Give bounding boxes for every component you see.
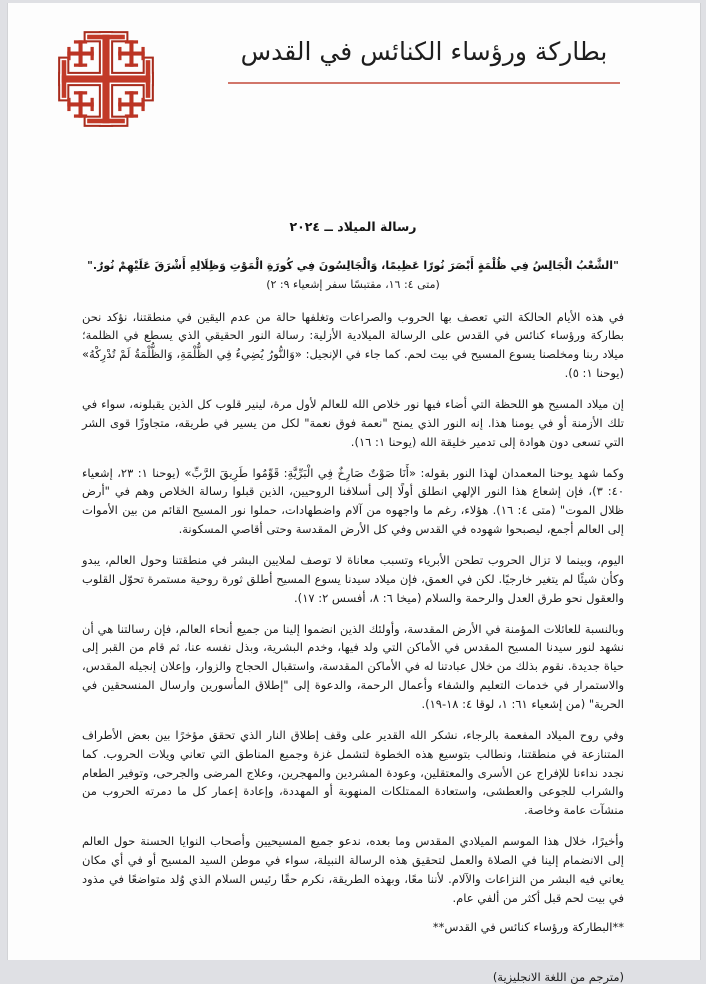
letter-paragraph: وفي روح الميلاد المفعمة بالرجاء، نشكر الله القدير على وقف إطلاق النار الذي تحقق مؤخرًا بين بعض الأطراف المتنازعة في منطقتنا، ونطالب بتوسيع هذه الخطوة لتشمل غزة وجميع المناطق التي تعاني ويلات الحروب. كما نجدد نداءنا للإفراج عن الأسرى والمعتقلين، وعودة المشردين والمهجرين، وعلاج المرضى والجرحى، وتوفير الطعام والشراب للجوعى والعطشى، واستعادة الممتلكات المنهوبة أو المهددة، وإعادة إعمار كل ما دمرته الحروب من منشآت عامة وخاصة. bbox=[82, 727, 624, 818]
letterhead-title-block bbox=[178, 37, 670, 84]
letter-page bbox=[7, 3, 701, 984]
doc-title: رسالة الميلاد ــ ٢٠٢٤ bbox=[289, 219, 417, 234]
jerusalem-cross-icon bbox=[50, 23, 162, 135]
letterhead bbox=[8, 3, 700, 153]
scripture-quote: "الشَّعْبُ الْجَالِسُ فِي ظُلْمَةٍ أَبْصَرَ نُورًا عَظِيمًا، وَالْجَالِسُونَ فِي كُورَةِ الْمَوْتِ وَظِلَالِهِ أَشْرَقَ عَلَيْهِمْ نُورٌ." bbox=[87, 259, 619, 272]
letter-paragraph: إن ميلاد المسيح هو اللحظة التي أضاء فيها نور خلاص الله للعالم لأول مرة، لينير قلوب كل الذين يقبلونه، سواء في تلك الأزمنة أو في يومنا هذا. إنه النور الذي يمنح "نعمة فوق نعمة" لكل من يسير في طريقه، متجاوزًا قوى الشر التي تسعى دون هوادة إلى تدمير خليقة الله (يوحنا ١: ١٦). bbox=[82, 396, 624, 449]
letter-paragraph: وأخيرًا، خلال هذا الموسم الميلادي المقدس وما بعده، ندعو جميع المسيحيين وأصحاب النوايا الحسنة حول العالم إلى الانضمام إلينا في الصلاة والعمل لتحقيق هذه الرسالة النبيلة، سواء في موطن السيد المسيح أو في أي مكان يعاني فيه البشر من النزاعات والآلام. لأننا معًا، وبهذه الطريقة، نكرم حقًا رئيس السلام الذي وُلد متواضعًا في مذود في بيت لحم قبل أكثر من ألفي عام. bbox=[82, 834, 624, 905]
letter-body bbox=[82, 308, 624, 908]
letter-paragraph: اليوم، وبينما لا تزال الحروب تطحن الأبرياء وتسبب معاناة لا توصف لملايين البشر في منطقتنا وحول العالم، يبدو وكأن شيئًا لم يتغير خارجيًا. لكن في العمق، فإن ميلاد سيدنا يسوع المسيح أطلق ثورة روحية مستمرة تحوّل القلوب والعقول نحو طرق العدل والرحمة والسلام (ميخا ٦: ٨، أفسس ٢: ١٧). bbox=[82, 552, 624, 605]
scripture-reference: (متى ٤: ١٦، مقتبسًا سفر إشعياء ٩: ٢) bbox=[266, 277, 440, 291]
letter-paragraph: وكما شهد يوحنا المعمدان لهذا النور بقوله: «أَنَا صَوْتٌ صَارِخٌ فِي الْبَرِّيَّةِ: قَوِّمُوا طَرِيقَ الرَّبِّ» (يوحنا ١: ٢٣، إشعياء ٤٠: ٣)، فإن إشعاع هذا النور الإلهي انطلق أولًا إلى أسلافنا الروحيين، الذين قبلوا رسالة الخلاص وهم في "أرض ظلال الموت" (متى ٤: ١٦). هؤلاء، رغم ما واجهوه من آلام واضطهادات، حملوا نور المسيح القائم من بين الأموات إلى العالم أجمع، ليصبحوا شهوده في القدس وفي كل الأرض المقدسة وحتى أقاصي المسكونة. bbox=[82, 465, 625, 537]
letter-paragraph: في هذه الأيام الحالكة التي تعصف بها الحروب والصراعات وتغلفها حالة من عدم اليقين في منطقتنا، نؤكد نحن بطاركة ورؤساء كنائس في القدس على الرسالة الميلادية الأزلية: رسالة النور الحقيقي الذي يسطع في الظلمة؛ ميلاد ربنا ومخلصنا يسوع المسيح في بيت لحم. كما جاء في الإنجيل: «وَالنُّورُ يُضِيءُ فِي الظُّلْمَةِ، وَالظُّلْمَةُ لَمْ تُدْرِكْهُ» (يوحنا ١: ٥). bbox=[82, 309, 624, 381]
org-title: بطاركة ورؤساء الكنائس في القدس bbox=[240, 37, 608, 66]
translation-note: (مترجم من اللغة الانجليزية) bbox=[492, 969, 624, 984]
letter-paragraph: وبالنسبة للعائلات المؤمنة في الأرض المقدسة، وأولئك الذين انضموا إلينا من جميع أنحاء العالم، فإن رسالتنا هي أن نشهد لنور سيدنا المسيح المقدس في الأماكن التي ولد فيها، وخدم البشرية، وبذل نفسه عنا، ثم قام من القبر إلى حياة جديدة. نقوم بذلك من خلال عبادتنا له في الأماكن المقدسة، واستقبال الحجاج والزوار، وإعلان إنجيله المقدس، والاستمرار في خدمات التعليم والشفاء وأعمال الرحمة، والدعوة إلى "إطلاق المأسورين وارسال المنسحقين في الحرية" (من إشعياء ٦١: ١، لوقا ٤: ١٨-١٩). bbox=[82, 621, 624, 711]
letter-content bbox=[8, 219, 700, 984]
header-divider bbox=[228, 82, 620, 84]
signature-line: **البطاركة ورؤساء كنائس في القدس** bbox=[432, 919, 624, 934]
